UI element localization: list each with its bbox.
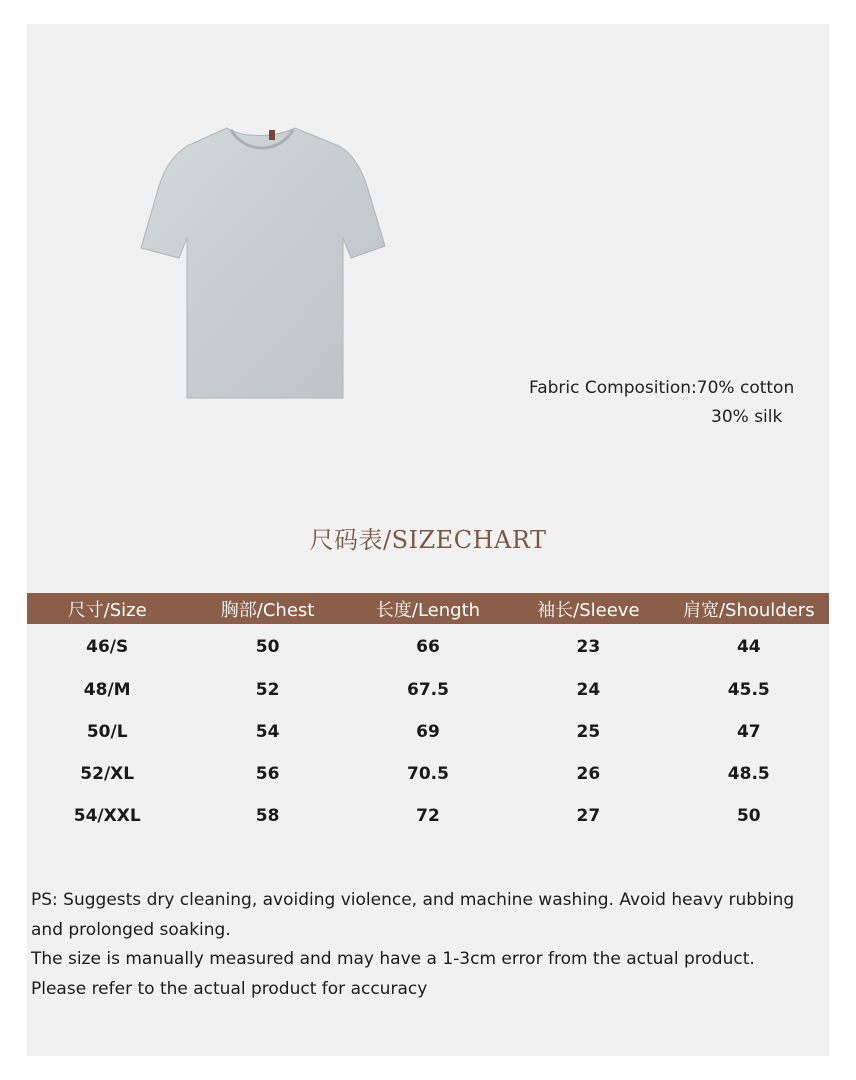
cell-length: 67.5 xyxy=(407,680,449,700)
cell-chest: 54 xyxy=(255,722,280,742)
cell-chest: 50 xyxy=(255,636,280,657)
cell-size: 46/S xyxy=(86,636,129,657)
table-row xyxy=(27,795,829,837)
table-row xyxy=(27,669,829,711)
cell-shoulders: 47 xyxy=(736,722,761,742)
cell-chest: 56 xyxy=(255,764,280,784)
fabric-line-1: Fabric Composition:70% cotton xyxy=(529,378,795,398)
header-sleeve: 袖长/Sleeve xyxy=(508,593,668,624)
cell-shoulders: 50 xyxy=(736,806,761,826)
cell-sleeve: 23 xyxy=(576,636,601,657)
fabric-composition xyxy=(529,374,829,432)
cell-size: 48/M xyxy=(83,680,131,700)
table-row xyxy=(27,711,829,753)
cell-shoulders: 48.5 xyxy=(727,764,770,784)
cell-length: 66 xyxy=(416,636,440,657)
size-chart-table xyxy=(27,593,829,837)
cell-length: 69 xyxy=(416,722,440,742)
shirt-body xyxy=(141,128,385,398)
cell-sleeve: 24 xyxy=(576,680,601,700)
header-shoulders: 肩宽/Shoulders xyxy=(669,593,829,624)
header-chest: 胸部/Chest xyxy=(187,593,347,624)
care-note-2: The size is manually measured and may have a 1-3cm error from the actual product. xyxy=(31,949,755,969)
product-detail-panel xyxy=(27,24,829,1056)
header-size: 尺寸/Size xyxy=(27,593,187,624)
cell-sleeve: 25 xyxy=(576,722,601,742)
cell-sleeve: 26 xyxy=(576,764,601,784)
care-note-3: Please refer to the actual product for accuracy xyxy=(31,978,428,999)
size-chart-title: 尺码表/SIZECHART xyxy=(309,526,547,554)
t-shirt-image xyxy=(139,124,389,400)
cell-length: 72 xyxy=(416,806,440,826)
shirt-label-tag xyxy=(269,130,275,140)
cell-size: 54/XXL xyxy=(73,806,141,826)
fabric-line-2: 30% silk xyxy=(711,407,783,427)
cell-size: 52/XL xyxy=(80,764,135,784)
cell-shoulders: 44 xyxy=(736,636,761,657)
cell-sleeve: 27 xyxy=(576,806,601,826)
care-notes xyxy=(31,886,827,1004)
care-note-1: PS: Suggests dry cleaning, avoiding violence, and machine washing. Avoid heavy rubbing and prolonged soaking. xyxy=(31,890,795,940)
cell-chest: 52 xyxy=(255,680,280,700)
cell-shoulders: 45.5 xyxy=(727,680,770,700)
table-row xyxy=(27,753,829,795)
table-header-row xyxy=(27,593,829,624)
table-row xyxy=(27,624,829,669)
cell-size: 50/L xyxy=(86,722,128,742)
cell-length: 70.5 xyxy=(407,764,449,784)
cell-chest: 58 xyxy=(255,806,280,826)
header-length: 长度/Length xyxy=(348,593,508,624)
